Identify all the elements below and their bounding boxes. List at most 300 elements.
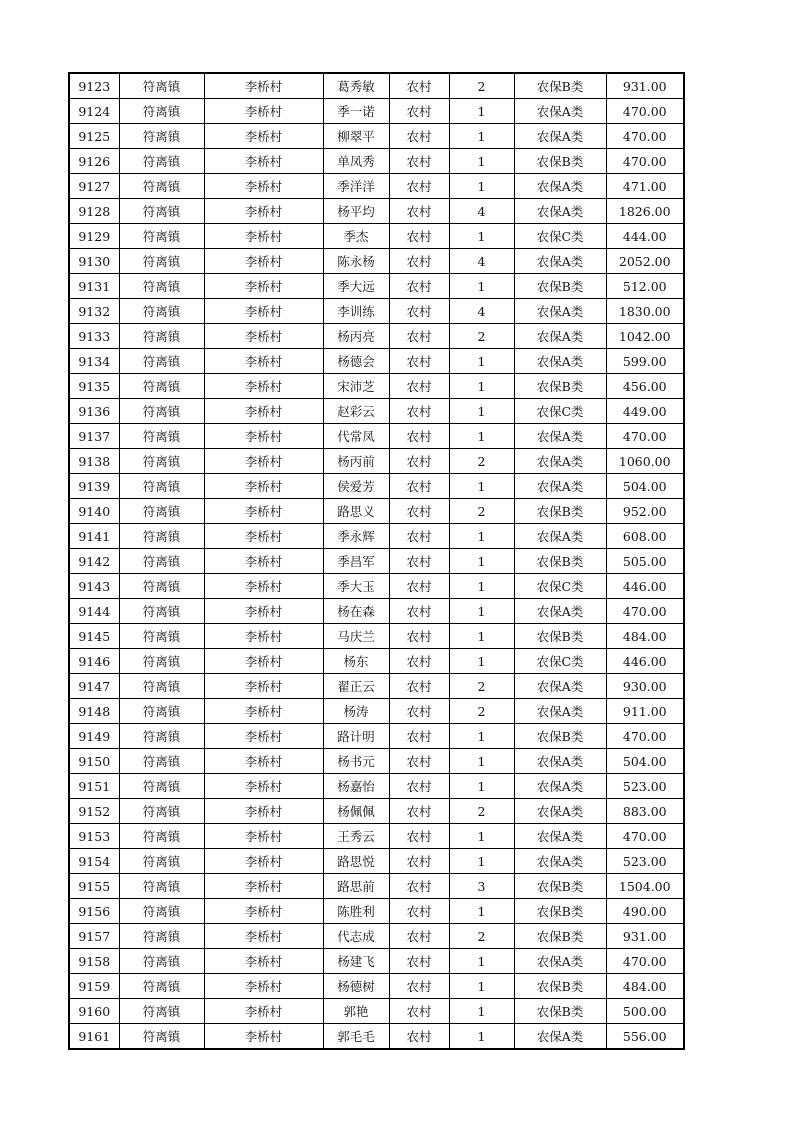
table-row (69, 724, 684, 749)
cell-type: 农村 (389, 999, 449, 1024)
cell-town: 符离镇 (119, 474, 204, 499)
table-row (69, 849, 684, 874)
table-row (69, 374, 684, 399)
cell-village: 李桥村 (204, 224, 323, 249)
cell-village: 李桥村 (204, 574, 323, 599)
cell-town: 符离镇 (119, 424, 204, 449)
cell-category: 农保A类 (514, 199, 606, 224)
cell-type: 农村 (389, 724, 449, 749)
cell-name: 季大玉 (323, 574, 389, 599)
cell-category: 农保A类 (514, 749, 606, 774)
cell-count: 1 (449, 599, 514, 624)
cell-count: 1 (449, 124, 514, 149)
cell-village: 李桥村 (204, 449, 323, 474)
cell-count: 1 (449, 999, 514, 1024)
cell-category: 农保A类 (514, 324, 606, 349)
cell-category: 农保B类 (514, 149, 606, 174)
cell-amount: 504.00 (606, 474, 684, 499)
table-row (69, 1024, 684, 1050)
table-row (69, 799, 684, 824)
cell-name: 季一诺 (323, 99, 389, 124)
table-row (69, 574, 684, 599)
cell-id: 9145 (69, 624, 119, 649)
cell-village: 李桥村 (204, 474, 323, 499)
cell-amount: 931.00 (606, 924, 684, 949)
cell-category: 农保A类 (514, 524, 606, 549)
cell-village: 李桥村 (204, 949, 323, 974)
cell-category: 农保A类 (514, 949, 606, 974)
cell-town: 符离镇 (119, 249, 204, 274)
cell-amount: 470.00 (606, 724, 684, 749)
cell-amount: 931.00 (606, 73, 684, 99)
cell-town: 符离镇 (119, 774, 204, 799)
cell-type: 农村 (389, 899, 449, 924)
cell-category: 农保A类 (514, 774, 606, 799)
cell-category: 农保A类 (514, 674, 606, 699)
cell-category: 农保A类 (514, 174, 606, 199)
cell-id: 9127 (69, 174, 119, 199)
cell-town: 符离镇 (119, 524, 204, 549)
cell-type: 农村 (389, 224, 449, 249)
cell-count: 2 (449, 674, 514, 699)
subsidy-table (68, 72, 685, 1050)
table-row (69, 824, 684, 849)
cell-count: 1 (449, 424, 514, 449)
cell-name: 马庆兰 (323, 624, 389, 649)
cell-id: 9151 (69, 774, 119, 799)
cell-id: 9141 (69, 524, 119, 549)
cell-id: 9124 (69, 99, 119, 124)
cell-village: 李桥村 (204, 124, 323, 149)
cell-count: 1 (449, 949, 514, 974)
cell-name: 郭毛毛 (323, 1024, 389, 1050)
cell-type: 农村 (389, 949, 449, 974)
cell-category: 农保B类 (514, 874, 606, 899)
cell-village: 李桥村 (204, 799, 323, 824)
cell-amount: 930.00 (606, 674, 684, 699)
cell-type: 农村 (389, 73, 449, 99)
cell-village: 李桥村 (204, 624, 323, 649)
cell-name: 郭艳 (323, 999, 389, 1024)
cell-count: 1 (449, 899, 514, 924)
cell-amount: 456.00 (606, 374, 684, 399)
table-row (69, 199, 684, 224)
cell-count: 1 (449, 374, 514, 399)
cell-name: 葛秀敏 (323, 73, 389, 99)
cell-type: 农村 (389, 674, 449, 699)
cell-id: 9158 (69, 949, 119, 974)
cell-village: 李桥村 (204, 899, 323, 924)
cell-id: 9148 (69, 699, 119, 724)
cell-amount: 484.00 (606, 624, 684, 649)
cell-type: 农村 (389, 874, 449, 899)
table-row (69, 274, 684, 299)
cell-id: 9143 (69, 574, 119, 599)
cell-count: 1 (449, 724, 514, 749)
cell-village: 李桥村 (204, 674, 323, 699)
cell-type: 农村 (389, 574, 449, 599)
cell-count: 1 (449, 174, 514, 199)
cell-name: 单凤秀 (323, 149, 389, 174)
cell-type: 农村 (389, 649, 449, 674)
cell-category: 农保A类 (514, 124, 606, 149)
cell-name: 柳翠平 (323, 124, 389, 149)
cell-type: 农村 (389, 474, 449, 499)
cell-category: 农保B类 (514, 499, 606, 524)
cell-id: 9133 (69, 324, 119, 349)
cell-town: 符离镇 (119, 73, 204, 99)
cell-count: 3 (449, 874, 514, 899)
cell-name: 杨建飞 (323, 949, 389, 974)
cell-amount: 446.00 (606, 649, 684, 674)
cell-town: 符离镇 (119, 224, 204, 249)
cell-id: 9134 (69, 349, 119, 374)
table-row (69, 549, 684, 574)
cell-amount: 471.00 (606, 174, 684, 199)
cell-amount: 470.00 (606, 99, 684, 124)
cell-category: 农保B类 (514, 624, 606, 649)
cell-amount: 911.00 (606, 699, 684, 724)
cell-village: 李桥村 (204, 549, 323, 574)
cell-type: 农村 (389, 299, 449, 324)
cell-category: 农保A类 (514, 474, 606, 499)
cell-name: 路思义 (323, 499, 389, 524)
cell-type: 农村 (389, 174, 449, 199)
cell-count: 1 (449, 774, 514, 799)
cell-village: 李桥村 (204, 149, 323, 174)
cell-id: 9129 (69, 224, 119, 249)
cell-type: 农村 (389, 974, 449, 999)
table-row (69, 749, 684, 774)
cell-count: 2 (449, 324, 514, 349)
cell-amount: 599.00 (606, 349, 684, 374)
cell-amount: 608.00 (606, 524, 684, 549)
cell-town: 符离镇 (119, 749, 204, 774)
cell-type: 农村 (389, 824, 449, 849)
cell-amount: 1826.00 (606, 199, 684, 224)
cell-id: 9123 (69, 73, 119, 99)
cell-id: 9126 (69, 149, 119, 174)
cell-amount: 523.00 (606, 774, 684, 799)
cell-village: 李桥村 (204, 99, 323, 124)
cell-category: 农保B类 (514, 274, 606, 299)
cell-name: 路思前 (323, 874, 389, 899)
cell-count: 1 (449, 99, 514, 124)
cell-category: 农保B类 (514, 999, 606, 1024)
cell-amount: 470.00 (606, 149, 684, 174)
cell-count: 2 (449, 499, 514, 524)
cell-id: 9144 (69, 599, 119, 624)
cell-count: 4 (449, 299, 514, 324)
cell-town: 符离镇 (119, 299, 204, 324)
cell-town: 符离镇 (119, 874, 204, 899)
table-body (69, 73, 684, 1049)
cell-amount: 512.00 (606, 274, 684, 299)
cell-name: 季永辉 (323, 524, 389, 549)
cell-village: 李桥村 (204, 299, 323, 324)
cell-name: 杨德会 (323, 349, 389, 374)
cell-name: 杨在森 (323, 599, 389, 624)
cell-count: 1 (449, 1024, 514, 1050)
table-row (69, 924, 684, 949)
cell-village: 李桥村 (204, 749, 323, 774)
cell-id: 9142 (69, 549, 119, 574)
cell-name: 杨丙亮 (323, 324, 389, 349)
table-row (69, 974, 684, 999)
cell-name: 赵彩云 (323, 399, 389, 424)
table-row (69, 224, 684, 249)
cell-village: 李桥村 (204, 599, 323, 624)
cell-type: 农村 (389, 199, 449, 224)
cell-category: 农保A类 (514, 99, 606, 124)
cell-town: 符离镇 (119, 574, 204, 599)
cell-count: 4 (449, 249, 514, 274)
cell-town: 符离镇 (119, 849, 204, 874)
table-row (69, 999, 684, 1024)
cell-name: 陈胜利 (323, 899, 389, 924)
cell-category: 农保B类 (514, 374, 606, 399)
cell-type: 农村 (389, 499, 449, 524)
cell-count: 1 (449, 749, 514, 774)
cell-name: 翟正云 (323, 674, 389, 699)
cell-id: 9156 (69, 899, 119, 924)
table-row (69, 899, 684, 924)
cell-amount: 470.00 (606, 124, 684, 149)
cell-name: 陈永杨 (323, 249, 389, 274)
cell-name: 杨丙前 (323, 449, 389, 474)
cell-amount: 470.00 (606, 949, 684, 974)
cell-amount: 490.00 (606, 899, 684, 924)
cell-type: 农村 (389, 349, 449, 374)
cell-id: 9161 (69, 1024, 119, 1050)
cell-count: 2 (449, 449, 514, 474)
cell-count: 1 (449, 849, 514, 874)
cell-id: 9146 (69, 649, 119, 674)
cell-name: 侯爱芳 (323, 474, 389, 499)
table-row (69, 524, 684, 549)
cell-id: 9149 (69, 724, 119, 749)
table-row (69, 399, 684, 424)
cell-amount: 1042.00 (606, 324, 684, 349)
cell-name: 杨平均 (323, 199, 389, 224)
cell-type: 农村 (389, 599, 449, 624)
table-row (69, 174, 684, 199)
cell-category: 农保A类 (514, 849, 606, 874)
cell-type: 农村 (389, 249, 449, 274)
cell-name: 李训练 (323, 299, 389, 324)
cell-town: 符离镇 (119, 274, 204, 299)
cell-amount: 952.00 (606, 499, 684, 524)
cell-amount: 1504.00 (606, 874, 684, 899)
cell-count: 1 (449, 824, 514, 849)
table-row (69, 99, 684, 124)
cell-type: 农村 (389, 374, 449, 399)
cell-id: 9155 (69, 874, 119, 899)
cell-count: 1 (449, 649, 514, 674)
cell-count: 1 (449, 574, 514, 599)
cell-type: 农村 (389, 849, 449, 874)
cell-count: 1 (449, 474, 514, 499)
cell-town: 符离镇 (119, 999, 204, 1024)
cell-category: 农保C类 (514, 574, 606, 599)
cell-village: 李桥村 (204, 524, 323, 549)
cell-amount: 505.00 (606, 549, 684, 574)
table-row (69, 649, 684, 674)
cell-village: 李桥村 (204, 724, 323, 749)
cell-id: 9154 (69, 849, 119, 874)
cell-name: 代常凤 (323, 424, 389, 449)
cell-id: 9159 (69, 974, 119, 999)
table-row (69, 299, 684, 324)
cell-count: 4 (449, 199, 514, 224)
cell-category: 农保A类 (514, 699, 606, 724)
cell-category: 农保B类 (514, 974, 606, 999)
cell-amount: 2052.00 (606, 249, 684, 274)
table-row (69, 124, 684, 149)
cell-id: 9130 (69, 249, 119, 274)
cell-amount: 449.00 (606, 399, 684, 424)
cell-type: 农村 (389, 549, 449, 574)
cell-village: 李桥村 (204, 199, 323, 224)
table-row (69, 349, 684, 374)
cell-id: 9135 (69, 374, 119, 399)
cell-category: 农保A类 (514, 249, 606, 274)
cell-name: 宋沛芝 (323, 374, 389, 399)
cell-amount: 556.00 (606, 1024, 684, 1050)
cell-id: 9125 (69, 124, 119, 149)
cell-town: 符离镇 (119, 199, 204, 224)
cell-id: 9128 (69, 199, 119, 224)
cell-name: 季昌军 (323, 549, 389, 574)
cell-id: 9147 (69, 674, 119, 699)
cell-town: 符离镇 (119, 824, 204, 849)
cell-category: 农保B类 (514, 73, 606, 99)
cell-count: 1 (449, 624, 514, 649)
cell-village: 李桥村 (204, 849, 323, 874)
table-row (69, 774, 684, 799)
table-row (69, 599, 684, 624)
cell-type: 农村 (389, 424, 449, 449)
cell-count: 2 (449, 924, 514, 949)
table-row (69, 674, 684, 699)
cell-id: 9157 (69, 924, 119, 949)
cell-category: 农保B类 (514, 924, 606, 949)
cell-town: 符离镇 (119, 99, 204, 124)
cell-count: 1 (449, 349, 514, 374)
cell-category: 农保A类 (514, 349, 606, 374)
cell-town: 符离镇 (119, 949, 204, 974)
table-row (69, 499, 684, 524)
table-row (69, 699, 684, 724)
cell-category: 农保B类 (514, 724, 606, 749)
cell-amount: 470.00 (606, 824, 684, 849)
cell-name: 杨东 (323, 649, 389, 674)
cell-amount: 523.00 (606, 849, 684, 874)
cell-town: 符离镇 (119, 174, 204, 199)
cell-category: 农保C类 (514, 399, 606, 424)
cell-amount: 500.00 (606, 999, 684, 1024)
cell-town: 符离镇 (119, 124, 204, 149)
cell-id: 9132 (69, 299, 119, 324)
cell-amount: 1830.00 (606, 299, 684, 324)
cell-category: 农保B类 (514, 549, 606, 574)
cell-category: 农保A类 (514, 599, 606, 624)
cell-town: 符离镇 (119, 1024, 204, 1050)
cell-name: 代志成 (323, 924, 389, 949)
cell-name: 王秀云 (323, 824, 389, 849)
table-row (69, 449, 684, 474)
cell-id: 9137 (69, 424, 119, 449)
cell-village: 李桥村 (204, 324, 323, 349)
cell-type: 农村 (389, 149, 449, 174)
cell-name: 季洋洋 (323, 174, 389, 199)
cell-town: 符离镇 (119, 599, 204, 624)
table-row (69, 249, 684, 274)
cell-count: 1 (449, 524, 514, 549)
table-row (69, 474, 684, 499)
cell-village: 李桥村 (204, 874, 323, 899)
cell-category: 农保A类 (514, 299, 606, 324)
cell-town: 符离镇 (119, 624, 204, 649)
table-row (69, 149, 684, 174)
cell-category: 农保B类 (514, 899, 606, 924)
table-row (69, 73, 684, 99)
cell-type: 农村 (389, 699, 449, 724)
cell-type: 农村 (389, 524, 449, 549)
cell-village: 李桥村 (204, 424, 323, 449)
cell-town: 符离镇 (119, 449, 204, 474)
cell-type: 农村 (389, 324, 449, 349)
cell-id: 9140 (69, 499, 119, 524)
cell-id: 9139 (69, 474, 119, 499)
cell-village: 李桥村 (204, 974, 323, 999)
cell-village: 李桥村 (204, 1024, 323, 1050)
cell-name: 季大远 (323, 274, 389, 299)
cell-village: 李桥村 (204, 274, 323, 299)
cell-town: 符离镇 (119, 324, 204, 349)
cell-village: 李桥村 (204, 73, 323, 99)
cell-type: 农村 (389, 774, 449, 799)
cell-village: 李桥村 (204, 499, 323, 524)
cell-type: 农村 (389, 449, 449, 474)
cell-town: 符离镇 (119, 799, 204, 824)
table-row (69, 324, 684, 349)
cell-town: 符离镇 (119, 399, 204, 424)
cell-count: 1 (449, 274, 514, 299)
cell-name: 杨德树 (323, 974, 389, 999)
cell-town: 符离镇 (119, 349, 204, 374)
cell-village: 李桥村 (204, 699, 323, 724)
cell-town: 符离镇 (119, 674, 204, 699)
cell-village: 李桥村 (204, 174, 323, 199)
cell-count: 2 (449, 699, 514, 724)
table-row (69, 949, 684, 974)
cell-name: 路思悦 (323, 849, 389, 874)
cell-type: 农村 (389, 1024, 449, 1050)
cell-amount: 444.00 (606, 224, 684, 249)
cell-amount: 446.00 (606, 574, 684, 599)
cell-village: 李桥村 (204, 399, 323, 424)
cell-village: 李桥村 (204, 349, 323, 374)
cell-category: 农保A类 (514, 1024, 606, 1050)
cell-town: 符离镇 (119, 724, 204, 749)
cell-type: 农村 (389, 624, 449, 649)
cell-category: 农保A类 (514, 449, 606, 474)
cell-village: 李桥村 (204, 374, 323, 399)
cell-village: 李桥村 (204, 249, 323, 274)
cell-name: 杨涛 (323, 699, 389, 724)
cell-village: 李桥村 (204, 999, 323, 1024)
